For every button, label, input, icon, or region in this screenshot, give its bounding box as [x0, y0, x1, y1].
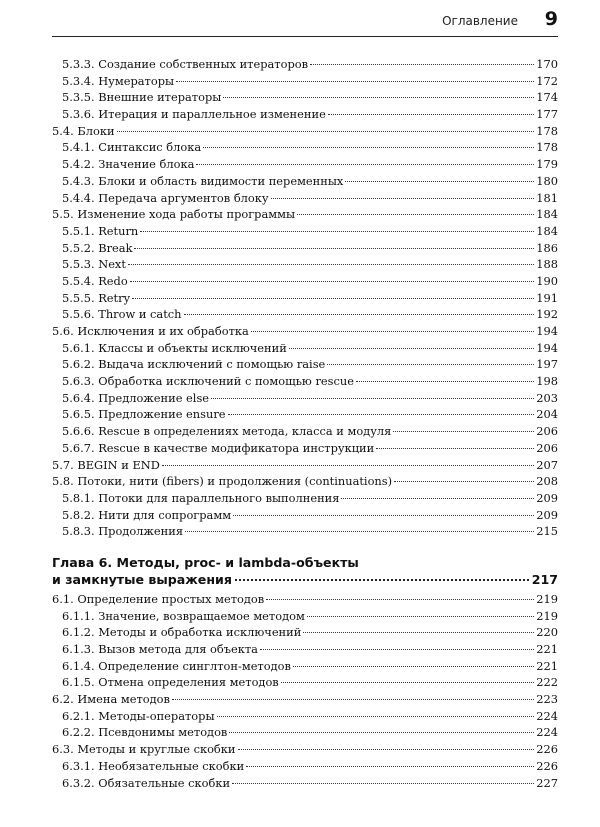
dot-leader: [130, 281, 535, 282]
toc-entry[interactable]: [52, 440, 558, 457]
toc-entry-title: 6.2. Имена методов: [52, 692, 170, 707]
page-number: 9: [544, 8, 558, 30]
toc-entry-page: 222: [536, 675, 558, 690]
dot-leader: [238, 749, 535, 750]
toc-entry-title: 6.2.1. Методы-операторы: [62, 708, 215, 723]
dot-leader: [162, 465, 534, 466]
running-header-title: Оглавление: [442, 14, 518, 28]
dot-leader: [303, 632, 534, 633]
dot-leader: [132, 298, 534, 299]
toc-entry-title: 5.6.6. Rescue в определениях метода, класса и модуля: [62, 424, 392, 439]
toc-entry-title: 5.5. Изменение хода работы программы: [52, 207, 296, 222]
toc-entry-page: 174: [536, 90, 558, 105]
dot-leader: [297, 214, 534, 215]
dot-leader: [176, 81, 534, 82]
toc-entry-page: 209: [536, 507, 558, 522]
toc-entry-page: 219: [536, 591, 558, 606]
toc-entry[interactable]: [52, 223, 558, 240]
dot-leader: [345, 181, 534, 182]
toc-section-chapter-6: [52, 591, 558, 791]
toc-entry-page: 184: [536, 223, 558, 238]
chapter-heading[interactable]: [52, 554, 558, 588]
page-header: [52, 10, 558, 32]
toc-entry-page: 227: [536, 775, 558, 790]
toc-entry-page: 204: [536, 407, 558, 422]
toc-entry-page: 206: [536, 440, 558, 455]
dot-leader: [393, 431, 534, 432]
toc-entry-page: 215: [536, 524, 558, 539]
toc-entry-title: 5.5.6. Throw и catch: [62, 307, 182, 322]
toc-entry[interactable]: [52, 156, 558, 173]
chapter-title-line1: Глава 6. Методы, proc- и lambda-объекты: [52, 554, 359, 570]
toc-entry-page: 224: [536, 708, 558, 723]
toc-entry-page: 181: [536, 190, 558, 205]
dot-leader: [233, 515, 534, 516]
dot-leader: [356, 381, 534, 382]
toc-entry-page: 194: [536, 340, 558, 355]
toc-entry-title: 6.1.5. Отмена определения методов: [62, 675, 279, 690]
dot-leader: [117, 131, 535, 132]
toc-entry[interactable]: [52, 139, 558, 156]
toc-entry-title: 5.3.6. Итерация и параллельное изменение: [62, 107, 326, 122]
toc-entry-page: 184: [536, 207, 558, 222]
toc-entry-page: 208: [536, 474, 558, 489]
toc-entry-page: 221: [536, 658, 558, 673]
dot-leader: [134, 248, 534, 249]
toc-entry[interactable]: [52, 608, 558, 625]
toc-entry-page: 223: [536, 692, 558, 707]
toc-entry[interactable]: [52, 240, 558, 257]
dot-leader: [128, 264, 534, 265]
toc-entry[interactable]: [52, 306, 558, 323]
toc-entry-title: 5.6.2. Выдача исключений с помощью raise: [62, 357, 326, 372]
toc-entry-title: 5.8. Потоки, нити (fibers) и продолжения (continuations): [52, 474, 393, 489]
toc-entry-title: 6.1.3. Вызов метода для объекта: [62, 642, 258, 656]
toc-entry[interactable]: [52, 507, 558, 524]
toc-entry-page: 221: [536, 642, 558, 656]
toc-entry[interactable]: [52, 290, 558, 307]
toc-entry-page: 220: [536, 625, 558, 640]
dot-leader: [172, 699, 534, 700]
toc-entry-page: 186: [536, 240, 558, 255]
toc-entry[interactable]: [52, 473, 558, 490]
toc-entry-title: 6.2.2. Псевдонимы методов: [62, 725, 228, 740]
toc-entry[interactable]: [52, 106, 558, 123]
toc-entry-title: 5.4.2. Значение блока: [62, 157, 195, 172]
dot-leader: [223, 97, 534, 98]
toc-entry-page: 224: [536, 725, 558, 740]
toc-entry[interactable]: [52, 190, 558, 207]
toc-entry-title: 5.7. BEGIN и END: [52, 457, 160, 472]
dot-leader: [229, 732, 534, 733]
toc-section-chapter-5: [52, 56, 558, 540]
dot-leader: [235, 579, 529, 581]
dot-leader: [217, 716, 535, 717]
dot-leader: [260, 649, 534, 650]
toc-entry[interactable]: [52, 457, 558, 474]
toc-entry[interactable]: [52, 390, 558, 407]
dot-leader: [266, 599, 534, 600]
dot-leader: [376, 448, 534, 449]
toc-entry-title: 6.3.1. Необязательные скобки: [62, 758, 245, 773]
toc-entry-title: 5.4.4. Передача аргументов блоку: [62, 190, 269, 205]
toc-entry-page: 197: [536, 357, 558, 372]
toc-entry-page: 170: [536, 57, 558, 71]
toc-entry[interactable]: [52, 624, 558, 641]
toc-entry-page: 191: [536, 290, 558, 305]
toc-entry-page: 177: [536, 107, 558, 122]
toc-entry-title: 5.6.5. Предложение ensure: [62, 407, 226, 422]
toc-entry[interactable]: [52, 123, 558, 140]
toc-entry[interactable]: [52, 523, 558, 540]
toc-entry[interactable]: [52, 256, 558, 273]
dot-leader: [196, 164, 534, 165]
toc-entry-title: 5.6.3. Обработка исключений с помощью rescue: [62, 374, 354, 389]
toc-entry-title: 5.6.7. Rescue в качестве модификатора инструкции: [62, 440, 375, 455]
toc-entry-title: 5.8.1. Потоки для параллельного выполнения: [62, 490, 340, 505]
dot-leader: [211, 398, 534, 399]
toc-entry-title: 5.8.2. Нити для сопрограмм: [62, 507, 232, 522]
toc-entry[interactable]: [52, 273, 558, 290]
toc-entry-title: 6.1.4. Определение синглтон-методов: [62, 658, 291, 673]
dot-leader: [394, 481, 534, 482]
toc-entry[interactable]: [52, 708, 558, 725]
toc-entry-page: 178: [536, 123, 558, 138]
dot-leader: [140, 231, 534, 232]
toc-entry-page: 194: [536, 324, 558, 338]
toc-entry[interactable]: [52, 423, 558, 440]
toc-entry[interactable]: [52, 591, 558, 608]
toc-entry[interactable]: [52, 206, 558, 223]
toc-entry-page: 207: [536, 457, 558, 472]
toc-entry[interactable]: [52, 758, 558, 775]
toc-entry-page: 172: [536, 73, 558, 88]
table-of-contents: [52, 56, 558, 791]
toc-entry-title: 5.5.3. Next: [62, 257, 126, 272]
dot-leader: [328, 114, 534, 115]
toc-entry-title: 5.5.4. Redo: [62, 273, 128, 288]
toc-entry[interactable]: [52, 356, 558, 373]
toc-entry[interactable]: [52, 490, 558, 507]
toc-entry-title: 5.3.3. Создание собственных итераторов: [62, 57, 309, 71]
dot-leader: [228, 414, 535, 415]
dot-leader: [341, 498, 534, 499]
toc-entry-page: 198: [536, 374, 558, 389]
toc-entry[interactable]: [52, 89, 558, 106]
toc-entry-title: 5.6. Исключения и их обработка: [52, 324, 249, 338]
toc-entry-title: 5.3.4. Нумераторы: [62, 73, 175, 88]
toc-entry-title: 5.8.3. Продолжения: [62, 524, 184, 539]
toc-entry-page: 203: [536, 390, 558, 405]
dot-leader: [251, 331, 534, 332]
toc-entry-title: 5.6.4. Предложение else: [62, 390, 210, 405]
toc-entry[interactable]: [52, 775, 558, 792]
dot-leader: [185, 531, 534, 532]
toc-entry-title: 5.5.5. Retry: [62, 290, 130, 305]
dot-leader: [246, 766, 534, 767]
dot-leader: [289, 348, 534, 349]
toc-entry-title: 5.4. Блоки: [52, 123, 115, 138]
toc-entry[interactable]: [52, 641, 558, 658]
toc-entry-page: 179: [536, 157, 558, 172]
toc-entry[interactable]: [52, 340, 558, 357]
toc-entry-page: 206: [536, 424, 558, 439]
toc-entry-page: 192: [536, 307, 558, 322]
toc-entry-title: 6.1.1. Значение, возвращаемое методом: [62, 608, 305, 623]
toc-entry-title: 6.3. Методы и круглые скобки: [52, 742, 236, 757]
dot-leader: [203, 147, 534, 148]
toc-entry-page: 188: [536, 257, 558, 272]
toc-entry-title: 5.4.1. Синтаксис блока: [62, 140, 202, 155]
toc-entry-page: 226: [536, 758, 558, 773]
dot-leader: [310, 64, 534, 65]
toc-entry-title: 5.3.5. Внешние итераторы: [62, 90, 222, 105]
dot-leader: [281, 682, 535, 683]
dot-leader: [307, 616, 534, 617]
toc-entry[interactable]: [52, 741, 558, 758]
toc-entry[interactable]: [52, 724, 558, 741]
toc-entry[interactable]: [52, 173, 558, 190]
toc-entry[interactable]: [52, 56, 558, 73]
toc-entry-title: 5.5.1. Return: [62, 223, 139, 238]
toc-entry[interactable]: [52, 674, 558, 691]
toc-entry-page: 226: [536, 742, 558, 757]
toc-entry-page: 219: [536, 608, 558, 623]
chapter-title-line2-row: [52, 571, 558, 588]
toc-entry-title: 5.5.2. Break: [62, 240, 133, 255]
toc-entry[interactable]: [52, 406, 558, 423]
toc-entry-title: 6.3.2. Обязательные скобки: [62, 775, 231, 790]
toc-entry-page: 190: [536, 273, 558, 288]
chapter-page-number: 217: [531, 571, 558, 587]
toc-entry-title: 6.1. Определение простых методов: [52, 591, 265, 606]
toc-entry-title: 5.6.1. Классы и объекты исключений: [62, 340, 287, 355]
dot-leader: [184, 314, 535, 315]
dot-leader: [293, 666, 534, 667]
header-rule: [52, 36, 558, 37]
toc-entry[interactable]: [52, 691, 558, 708]
dot-leader: [232, 783, 534, 784]
toc-entry-page: 180: [536, 173, 558, 188]
dot-leader: [271, 198, 535, 199]
toc-entry[interactable]: [52, 658, 558, 675]
toc-entry-title: 5.4.3. Блоки и область видимости переменных: [62, 173, 344, 188]
toc-entry-page: 178: [536, 140, 558, 155]
toc-entry[interactable]: [52, 73, 558, 90]
toc-entry[interactable]: [52, 373, 558, 390]
toc-entry-title: 6.1.2. Методы и обработка исключений: [62, 625, 302, 640]
toc-entry[interactable]: [52, 323, 558, 340]
dot-leader: [327, 364, 534, 365]
chapter-title-line2: и замкнутые выражения: [52, 571, 232, 587]
toc-entry-page: 209: [536, 490, 558, 505]
